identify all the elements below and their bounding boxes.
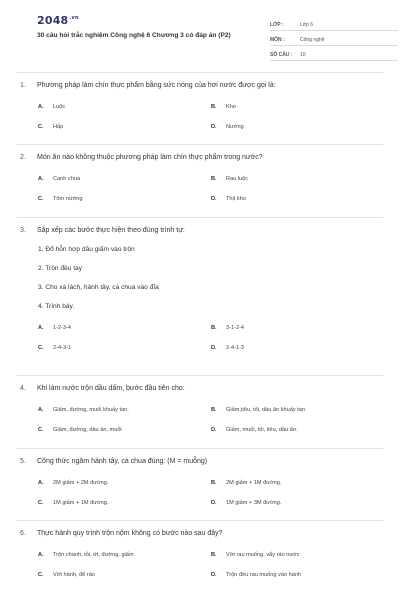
option-text: Vớt rau muống, vẩy ráo nước	[226, 552, 300, 558]
option-letter: A.	[38, 552, 44, 558]
meta-row-question-count	[270, 46, 398, 61]
meta-value: Lớp 6	[300, 22, 314, 28]
option-letter: A.	[38, 104, 44, 110]
question-text: Thực hành quy trình trộn nộm không có bước nào sau đây?	[37, 530, 223, 537]
question-3	[17, 217, 383, 375]
option-letter: C.	[38, 572, 44, 578]
option-letter: D.	[211, 196, 217, 202]
option-letter: C.	[38, 427, 44, 433]
question-text: Công thức ngâm hành tây, cà chua đúng: (M = muỗng)	[37, 458, 208, 465]
option-list	[38, 163, 383, 203]
option-b[interactable]	[211, 175, 384, 183]
option-d[interactable]	[211, 571, 384, 579]
logo-suffix: .vn	[69, 15, 79, 22]
option-a[interactable]	[38, 175, 211, 183]
option-c[interactable]	[38, 123, 211, 131]
option-text: Hấp	[53, 124, 64, 130]
option-letter: A.	[38, 325, 44, 331]
option-a[interactable]	[38, 479, 211, 487]
option-c[interactable]	[38, 344, 211, 352]
site-logo[interactable]	[37, 14, 79, 27]
question-text: Khi làm nước trộn dầu dấm, bước đầu tiên cho:	[37, 385, 185, 392]
option-text: Giấm, đường, dầu ăn, muối	[53, 427, 122, 433]
option-text: Vớt hành, để ráo	[53, 572, 95, 578]
option-letter: A.	[38, 407, 44, 413]
option-d[interactable]	[211, 344, 384, 352]
option-letter: B.	[211, 325, 217, 331]
question-4	[17, 375, 383, 448]
option-text: 2M giấm + 2M đường.	[53, 480, 109, 486]
option-letter: A.	[38, 176, 44, 182]
option-c[interactable]	[38, 195, 211, 203]
question-1	[17, 72, 383, 144]
question-text: Món ăn nào không thuộc phương pháp làm chín thực phẩm trong nước?	[37, 154, 263, 161]
question-line	[20, 153, 383, 163]
option-b[interactable]	[211, 324, 384, 332]
question-line	[20, 384, 383, 394]
option-letter: B.	[211, 104, 217, 110]
option-d[interactable]	[211, 123, 384, 131]
option-text: Nướng	[226, 124, 244, 130]
option-text: 1-2-3-4	[53, 325, 72, 331]
document-title: 30 câu hỏi trắc nghiệm Công nghệ 6 Chương 3 có đáp án (P2)	[37, 32, 231, 39]
option-d[interactable]	[211, 426, 384, 434]
option-b[interactable]	[211, 551, 384, 559]
option-a[interactable]	[38, 103, 211, 111]
option-text: Giấm,tiêu, tỏi, dầu ăn khuấy tan	[226, 407, 305, 413]
option-letter: B.	[211, 552, 217, 558]
option-text: Thịt kho	[226, 196, 246, 202]
meta-label: SỐ CÂU :	[270, 52, 293, 58]
question-line	[20, 529, 383, 539]
option-text: Trộn chanh, tỏi, ớt, đường, giấm	[53, 552, 134, 558]
option-letter: C.	[38, 345, 44, 351]
meta-label: LỚP :	[270, 22, 284, 28]
option-letter: C.	[38, 500, 44, 506]
question-text: Sắp xếp các bước thực hiện theo đúng trình tự:	[37, 227, 185, 234]
question-number: 3.	[20, 227, 26, 234]
question-2	[17, 144, 383, 217]
option-b[interactable]	[211, 103, 384, 111]
question-line	[20, 226, 383, 236]
option-text: Luộc	[53, 104, 66, 110]
option-letter: D.	[211, 500, 217, 506]
worksheet-header	[17, 0, 383, 72]
option-text: Giấm, đường, muối khuấy tan.	[53, 407, 129, 413]
option-letter: D.	[211, 572, 217, 578]
option-list	[38, 467, 383, 507]
step-item: 1. Đổ hỗn hợp dầu giấm vào trộn	[38, 246, 135, 253]
option-letter: B.	[211, 176, 217, 182]
question-number: 4.	[20, 385, 26, 392]
option-a[interactable]	[38, 551, 211, 559]
question-6	[17, 520, 383, 600]
option-d[interactable]	[211, 195, 384, 203]
option-list	[38, 312, 383, 352]
step-list	[38, 245, 383, 312]
option-letter: B.	[211, 480, 217, 486]
option-letter: D.	[211, 427, 217, 433]
option-text: Tôm nướng	[53, 196, 83, 202]
option-d[interactable]	[211, 499, 384, 507]
option-a[interactable]	[38, 324, 211, 332]
question-number: 6.	[20, 530, 26, 537]
option-list	[38, 394, 383, 434]
meta-label: MÔN :	[270, 37, 285, 43]
option-letter: A.	[38, 480, 44, 486]
option-c[interactable]	[38, 499, 211, 507]
meta-row-subject	[270, 31, 398, 46]
option-text: 2M giấm + 1M đường.	[226, 480, 282, 486]
option-letter: D.	[211, 124, 217, 130]
option-text: 2-4-1-3	[226, 345, 245, 351]
meta-row-class	[270, 16, 398, 31]
option-b[interactable]	[211, 406, 384, 414]
option-list	[38, 539, 383, 579]
option-text: Canh chua	[53, 176, 81, 182]
option-c[interactable]	[38, 571, 211, 579]
logo-text: 2048	[37, 14, 69, 27]
question-line	[20, 81, 383, 91]
option-text: Trộn đều rau muống vào hành	[226, 572, 302, 578]
step-item: 4. Trình bày.	[38, 303, 75, 310]
option-text: 2-4-3-1	[53, 345, 72, 351]
meta-value: Công nghệ	[300, 37, 325, 43]
option-letter: B.	[211, 407, 217, 413]
meta-info	[270, 16, 398, 61]
question-text: Phương pháp làm chín thực phẩm bằng sức nóng của hơi nước được gọi là:	[37, 82, 276, 89]
option-list	[38, 91, 383, 131]
option-c[interactable]	[38, 426, 211, 434]
option-text: Kho	[226, 104, 236, 110]
option-text: Giấm, muối, tỏi, tiêu, dầu ăn.	[226, 427, 298, 433]
meta-value: 10	[300, 52, 306, 58]
question-number: 5.	[20, 458, 26, 465]
option-text: Rau luộc	[226, 176, 249, 182]
option-a[interactable]	[38, 406, 211, 414]
question-number: 2.	[20, 154, 26, 161]
option-letter: C.	[38, 124, 44, 130]
question-5	[17, 448, 383, 520]
question-line	[20, 457, 383, 467]
option-letter: D.	[211, 345, 217, 351]
option-text: 1M giấm + 3M đường.	[226, 500, 282, 506]
option-letter: C.	[38, 196, 44, 202]
step-item: 3. Cho xà lách, hành tây, cà chua vào đĩa	[38, 284, 159, 291]
option-text: 1M giấm + 1M đường.	[53, 500, 109, 506]
step-item: 2. Trộn đều tay	[38, 265, 82, 272]
option-b[interactable]	[211, 479, 384, 487]
question-number: 1.	[20, 82, 26, 89]
option-text: 3-1-2-4	[226, 325, 245, 331]
